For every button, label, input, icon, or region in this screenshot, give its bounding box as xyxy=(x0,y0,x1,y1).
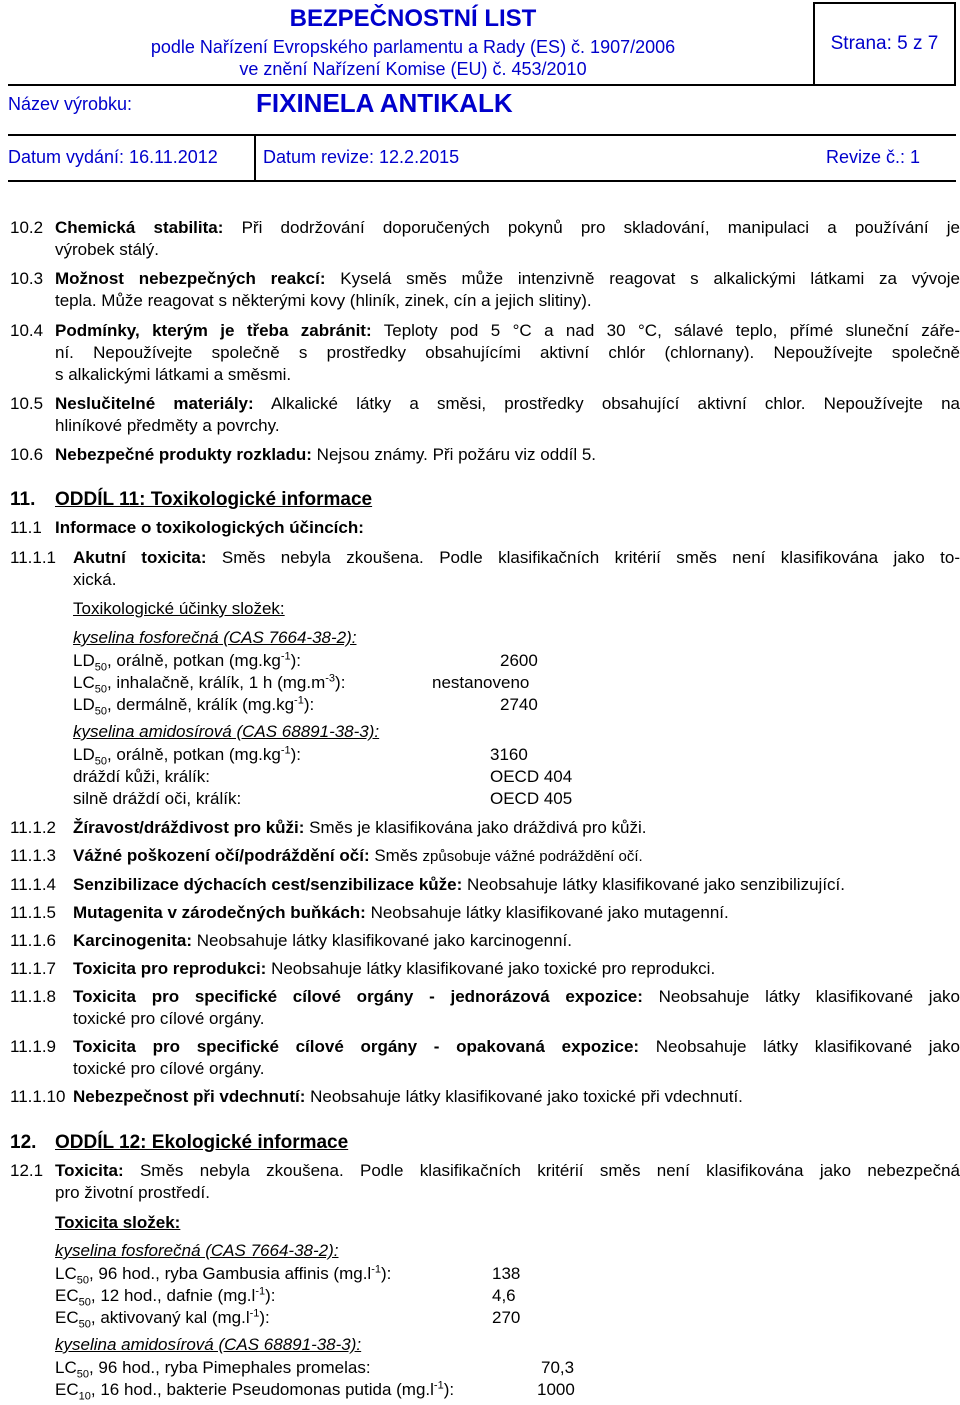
item-number: 11.1.8 xyxy=(10,987,57,1006)
eco-row-value: 70,3 xyxy=(541,1358,575,1377)
tox-row-value: nestanoveno xyxy=(432,673,530,692)
item-title: Podmínky, kterým je třeba zabránit: xyxy=(55,321,372,340)
item-number: 10.6 xyxy=(10,445,44,464)
header-divider-3 xyxy=(8,180,956,182)
item-number: 11.1.5 xyxy=(10,903,57,922)
item-number: 11.1.3 xyxy=(10,846,57,865)
item-text-cont: pro životní prostředí. xyxy=(55,1183,210,1202)
tox-row-label: dráždí kůži, králík: xyxy=(73,767,210,786)
incompatible-materials-text xyxy=(55,393,960,415)
item-text-cont: toxické pro cílové orgány. xyxy=(73,1059,265,1078)
item-text: Nejsou známy. Při požáru viz oddíl 5. xyxy=(316,445,597,464)
component-name: kyselina fosforečná (CAS 7664-38-2): xyxy=(73,628,357,647)
item-number: 10.2 xyxy=(10,218,44,237)
item-text-cont: xická. xyxy=(73,570,117,589)
item-text-cont: výrobek stálý. xyxy=(55,240,159,259)
page-number: Strana: 5 z 7 xyxy=(830,33,939,54)
item-number: 10.5 xyxy=(10,394,44,413)
tox-row-label: silně dráždí oči, králík: xyxy=(73,789,242,808)
eco-row-label: $LC_{50}$, 96 hod., ryba Pimephales promelas: xyxy=(55,1358,371,1381)
skin-corrosion-text: Žíravost/dráždivost pro kůži: Směs je klasifikována jako dráždivá pro kůži. xyxy=(73,818,647,837)
section-number: 11. xyxy=(10,489,36,510)
mutagenicity-text: Mutagenita v zárodečných buňkách: Neobsahuje látky klasifikované jako mutagenní. xyxy=(73,903,729,922)
eco-row-value: 4,6 xyxy=(492,1286,516,1305)
chemical-stability-text xyxy=(55,217,960,239)
item-text: Kyselá směs může intenzivně reagovat s alkalickými látkami za vývoje xyxy=(340,269,960,288)
item-title: Neslučitelné materiály: xyxy=(55,394,254,413)
item-number: 11.1 xyxy=(10,518,42,537)
item-text: Teploty pod 5 °C a nad 30 °C, sálavé teplo, přímé sluneční záře- xyxy=(383,321,960,340)
eco-toxicity-text: Toxicita: Směs nebyla zkoušena. Podle klasifikačních kritérií směs není klasifikována jako nebezpečná xyxy=(55,1161,960,1180)
item-number: 11.1.2 xyxy=(10,818,57,837)
tox-row-label: $LD_{50}$, dermálně, králík $(mg.kg^{-1})$: xyxy=(73,694,315,718)
eco-row-label: $EC_{10}$, 16 hod., bakterie Pseudomonas putida $(mg.l^{-1})$: xyxy=(55,1379,455,1403)
item-text-cont: s alkalickými látkami a směsmi. xyxy=(55,365,292,384)
component-name: kyselina fosforečná (CAS 7664-38-2): xyxy=(55,1241,339,1260)
tox-row-value: OECD 405 xyxy=(490,789,573,808)
item-text-cont: hliníkové předměty a povrchy. xyxy=(55,416,280,435)
section-title: ODDÍL 12: Ekologické informace xyxy=(55,1132,349,1153)
issue-date: Datum vydání: 16.11.2012 xyxy=(8,147,218,167)
product-name: FIXINELA ANTIKALK xyxy=(256,88,513,118)
page-number-box xyxy=(813,2,956,84)
item-title: Akutní toxicita: xyxy=(73,548,207,567)
product-label: Název výrobku: xyxy=(8,94,133,114)
carcinogenicity-text: Karcinogenita: Neobsahuje látky klasifikované jako karcinogenní. xyxy=(73,931,572,950)
item-text: Alkalické látky a směsi, prostředky obsahující aktivní chlor. Nepoužívejte na xyxy=(270,394,960,413)
document-header xyxy=(8,2,948,180)
item-title: Možnost nebezpečných reakcí: xyxy=(55,269,326,288)
item-number: 11.1.10 xyxy=(10,1087,66,1106)
tox-row-value: 2740 xyxy=(500,695,538,714)
eco-row-value: 138 xyxy=(492,1264,521,1283)
component-name: kyselina amidosírová (CAS 68891-38-3): xyxy=(73,722,380,741)
stot-single-text: Toxicita pro specifické cílové orgány - jednorázová expozice: Neobsahuje látky klasifikované jako xyxy=(73,987,960,1006)
sensitisation-text: Senzibilizace dýchacích cest/senzibilizace kůže: Neobsahuje látky klasifikované jako senzibilizující. xyxy=(73,875,845,894)
revision-date: Datum revize: 12.2.2015 xyxy=(263,147,460,167)
item-number: 10.4 xyxy=(10,321,44,340)
item-text: Při dodržování doporučených pokynů pro skladování, manipulaci a používání je xyxy=(241,218,960,237)
item-number: 10.3 xyxy=(10,269,44,288)
section-number: 12. xyxy=(10,1132,37,1153)
item-title: Nebezpečné produkty rozkladu: xyxy=(55,445,312,464)
decomposition-products-text xyxy=(55,444,596,466)
item-text-cont: toxické pro cílové orgány. xyxy=(73,1009,265,1028)
tox-row-label: $LD_{50}$, orálně, potkan $(mg.kg^{-1})$: xyxy=(73,744,302,768)
eco-row-label: $EC_{50}$, 12 hod., dafnie $(mg.l^{-1})$: xyxy=(55,1285,276,1309)
eco-row-value: 270 xyxy=(492,1308,521,1327)
item-number: 12.1 xyxy=(10,1161,44,1180)
item-number: 11.1.9 xyxy=(10,1037,57,1056)
item-text-cont: tepla. Může reagovat s některými kovy (hliník, zinek, cín a jejich slitiny). xyxy=(55,291,592,310)
item-number: 11.1.7 xyxy=(10,959,57,978)
regulation-line-1: podle Nařízení Evropského parlamentu a Rady (ES) č. 1907/2006 xyxy=(150,37,676,57)
acute-toxicity-text xyxy=(73,547,960,569)
subsection-title: Informace o toxikologických účincích: xyxy=(55,518,364,537)
eco-row-value: 1000 xyxy=(537,1380,575,1399)
eco-row-label: $LC_{50}$, 96 hod., ryba Gambusia affinis $(mg.l^{-1})$: xyxy=(55,1263,392,1287)
item-title: Chemická stabilita: xyxy=(55,218,224,237)
eye-damage-text: Vážné poškození očí/podráždění očí: Směs způsobuje vážné podráždění očí. xyxy=(73,846,643,865)
tox-row-value: OECD 404 xyxy=(490,767,573,786)
tox-row-value: 2600 xyxy=(500,651,538,670)
reproductive-toxicity-text: Toxicita pro reprodukci: Neobsahuje látky klasifikované jako toxické pro reprodukci. xyxy=(73,959,716,978)
eco-row-label: $EC_{50}$, aktivovaný kal $(mg.l^{-1})$: xyxy=(55,1307,270,1331)
tox-row-label: $LC_{50}$, inhalačně, králík, 1 h $(mg.m^{-3})$: xyxy=(73,672,346,696)
document-title: BEZPEČNOSTNÍ LIST xyxy=(289,5,537,32)
item-text: Směs nebyla zkoušena. Podle klasifikačních kritérií směs není klasifikována jako to- xyxy=(221,548,960,567)
tox-row-value: 3160 xyxy=(490,745,528,764)
header-divider-2 xyxy=(8,134,956,136)
aspiration-hazard-text: Nebezpečnost při vdechnutí: Neobsahuje látky klasifikované jako toxické při vdechnutí. xyxy=(73,1087,743,1106)
item-number: 11.1.1 xyxy=(10,548,57,567)
section-title: ODDÍL 11: Toxikologické informace xyxy=(55,489,373,510)
reactivity-text xyxy=(55,268,960,290)
item-number: 11.1.4 xyxy=(10,875,57,894)
header-divider-1 xyxy=(8,84,956,86)
component-name: kyselina amidosírová (CAS 68891-38-3): xyxy=(55,1335,362,1354)
stot-repeated-text: Toxicita pro specifické cílové orgány - opakovaná expozice: Neobsahuje látky klasifikované jako xyxy=(73,1037,960,1056)
conditions-to-avoid-text xyxy=(55,320,960,342)
item-text-cont: ní. Nepoužívejte společně s prostředky obsahujícími aktivní chlór (chlornany). Nepoužívejte společně xyxy=(55,343,960,362)
item-number: 11.1.6 xyxy=(10,931,57,950)
component-toxicity-title: Toxicita složek: xyxy=(55,1213,181,1232)
regulation-line-2: ve znění Nařízení Komise (EU) č. 453/2010 xyxy=(239,59,587,79)
date-separator xyxy=(254,136,256,180)
tox-row-label: $LD_{50}$, orálně, potkan $(mg.kg^{-1})$: xyxy=(73,650,302,674)
revision-number: Revize č.: 1 xyxy=(826,147,921,167)
component-effects-title: Toxikologické účinky složek: xyxy=(73,599,285,618)
